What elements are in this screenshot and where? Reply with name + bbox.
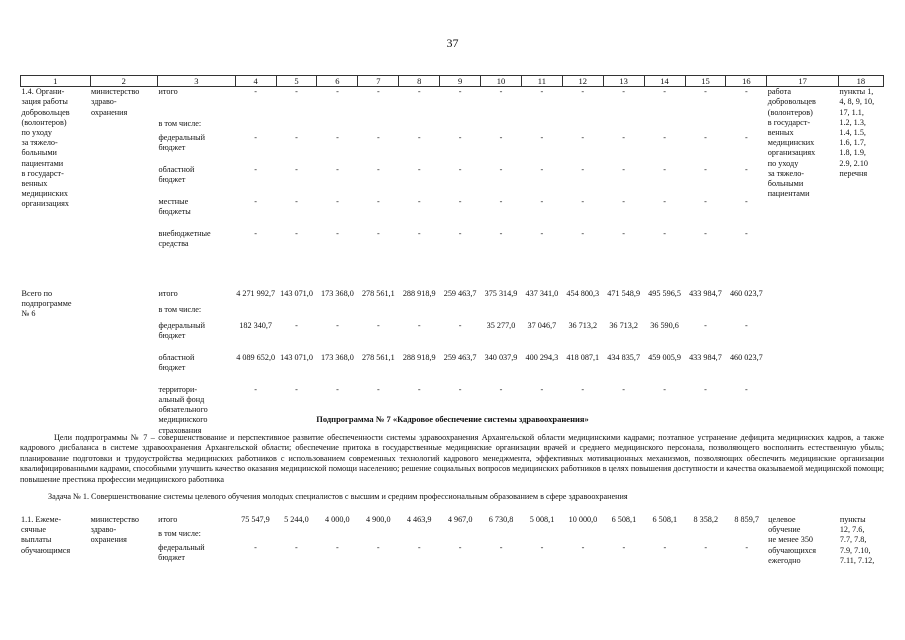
value-cell <box>440 305 481 321</box>
funding-source: местные бюджеты <box>158 196 191 216</box>
value-cell: 340 037,9 <box>484 352 518 362</box>
value-cell: - <box>581 132 585 142</box>
value-cell: - <box>458 320 462 330</box>
value-cell: - <box>622 384 626 394</box>
value-cell: - <box>335 543 339 552</box>
value-cell <box>726 305 767 321</box>
value-cell: - <box>458 384 462 394</box>
value-cell: 8 859,7 <box>734 515 759 524</box>
value-cell: 10 000,0 <box>568 515 598 524</box>
value-cell: - <box>417 384 421 394</box>
value-cell: - <box>336 196 339 206</box>
value-cell <box>235 305 276 321</box>
value-cell <box>399 529 440 543</box>
value-cell: - <box>663 164 666 174</box>
indicator-links: пункты 12, 7.6, 7.7, 7.8, 7.9, 7.10, 7.11, 7.12, <box>839 515 875 565</box>
value-cell: - <box>295 132 298 142</box>
executor: министерство здраво- охранения <box>91 87 140 117</box>
value-cell: 278 561,1 <box>361 288 395 298</box>
value-cell: - <box>336 228 339 238</box>
value-cell: 437 341,0 <box>525 288 559 298</box>
value-cell: - <box>622 196 626 206</box>
value-cell: - <box>540 87 544 97</box>
value-cell <box>399 119 440 133</box>
value-cell: 4 967,0 <box>447 515 473 524</box>
funding-source: федеральный бюджет <box>158 543 205 563</box>
header-col-14: 14 <box>644 76 685 87</box>
value-cell: 4 271 992,7 <box>236 288 276 298</box>
value-cell <box>276 529 317 543</box>
value-cell: - <box>295 196 298 206</box>
value-cell: - <box>622 228 626 238</box>
column-number-header-row <box>21 76 884 87</box>
value-cell: - <box>745 543 749 552</box>
value-cell: - <box>295 87 298 97</box>
budget-table <box>20 75 884 436</box>
header-col-2: 2 <box>90 76 157 87</box>
value-cell: - <box>417 132 421 142</box>
value-cell <box>644 119 685 133</box>
funding-source: в том числе: <box>158 304 202 314</box>
funding-source: областной бюджет <box>158 164 195 184</box>
value-cell: 259 463,7 <box>443 352 477 362</box>
value-cell: - <box>704 132 707 142</box>
value-cell: 36 713,2 <box>609 320 638 330</box>
value-cell: - <box>417 87 421 97</box>
value-cell: - <box>458 132 462 142</box>
value-cell <box>644 305 685 321</box>
value-cell: 5 244,0 <box>284 515 309 524</box>
value-cell <box>481 119 522 133</box>
value-cell <box>521 119 562 133</box>
value-cell: - <box>581 543 585 552</box>
block-organization-volunteers <box>21 87 884 261</box>
value-cell: - <box>540 384 544 394</box>
value-cell: - <box>417 320 421 330</box>
value-cell: - <box>417 543 421 552</box>
header-col-7: 7 <box>358 76 399 87</box>
value-cell <box>603 119 644 133</box>
value-cell: 35 277,0 <box>486 320 516 330</box>
value-cell: - <box>744 87 748 97</box>
value-cell: - <box>254 384 258 394</box>
value-cell: - <box>376 87 380 97</box>
value-cell: - <box>458 228 462 238</box>
value-cell: - <box>581 87 585 97</box>
value-cell: - <box>295 164 298 174</box>
value-cell <box>276 119 317 133</box>
funding-source: итого <box>158 515 178 524</box>
value-cell: 433 984,7 <box>689 352 722 362</box>
header-col-12: 12 <box>562 76 603 87</box>
value-cell: - <box>663 87 666 97</box>
value-cell: - <box>254 87 258 97</box>
value-cell: - <box>540 228 544 238</box>
value-cell: - <box>704 543 708 552</box>
value-cell <box>358 529 399 543</box>
value-cell: - <box>744 320 748 330</box>
header-col-9: 9 <box>440 76 481 87</box>
header-col-8: 8 <box>399 76 440 87</box>
value-cell <box>603 529 644 543</box>
value-cell: 459 005,9 <box>648 352 681 362</box>
value-cell <box>481 305 522 321</box>
value-cell: - <box>417 228 421 238</box>
value-cell: - <box>254 164 258 174</box>
funding-source: итого <box>158 288 178 298</box>
value-cell: - <box>540 164 544 174</box>
value-cell: - <box>376 228 380 238</box>
value-cell: - <box>254 228 258 238</box>
value-cell: - <box>663 384 666 394</box>
value-cell: - <box>417 196 421 206</box>
value-cell: 460 023,7 <box>729 352 763 362</box>
value-cell: - <box>336 87 339 97</box>
value-cell: - <box>499 228 503 238</box>
funding-source: территори- альный фонд обязательного медицинского страхования <box>158 384 208 435</box>
subprogram-goals <box>20 433 884 485</box>
value-cell: - <box>336 132 339 142</box>
value-cell: 143 071,0 <box>280 352 313 362</box>
value-cell <box>726 529 767 543</box>
value-cell: - <box>254 132 258 142</box>
value-cell: - <box>499 164 503 174</box>
header-col-17: 17 <box>767 76 839 87</box>
subprogram-title: Подпрограмма № 7 «Кадровое обеспечение системы здравоохранения» <box>316 414 589 424</box>
table-row <box>20 515 884 529</box>
measure-name: 1.1. Ежеме- сячные выплаты обучающимся <box>21 515 71 555</box>
value-cell: 471 548,9 <box>607 288 641 298</box>
value-cell: - <box>336 384 339 394</box>
value-cell: - <box>663 543 667 552</box>
value-cell <box>317 529 358 543</box>
value-cell: - <box>663 228 666 238</box>
value-cell: 400 294,3 <box>525 352 559 362</box>
value-cell: 433 984,7 <box>689 288 722 298</box>
funding-source: в том числе: <box>158 118 202 128</box>
value-cell: 4 900,0 <box>365 515 391 524</box>
value-cell: - <box>704 228 707 238</box>
value-cell: - <box>295 320 298 330</box>
value-cell: - <box>458 196 462 206</box>
value-cell: 4 089 652,0 <box>236 352 276 362</box>
header-col-10: 10 <box>481 76 522 87</box>
value-cell: - <box>540 132 544 142</box>
value-cell: - <box>581 164 585 174</box>
value-cell: - <box>744 164 748 174</box>
value-cell: - <box>663 132 666 142</box>
value-cell: - <box>417 164 421 174</box>
value-cell <box>685 305 726 321</box>
expected-result: целевое обучение не менее 350 обучающихся ежегодно <box>768 515 817 565</box>
value-cell <box>440 119 481 133</box>
value-cell: - <box>704 164 707 174</box>
funding-source: федеральный бюджет <box>158 320 206 340</box>
value-cell: - <box>581 228 585 238</box>
value-cell: - <box>458 87 462 97</box>
value-cell: - <box>254 196 258 206</box>
value-cell <box>481 529 522 543</box>
value-cell <box>603 305 644 321</box>
value-cell: - <box>376 132 380 142</box>
value-cell <box>276 305 317 321</box>
value-cell <box>562 119 603 133</box>
value-cell: 418 087,1 <box>566 352 600 362</box>
value-cell <box>235 119 276 133</box>
header-col-3: 3 <box>158 76 236 87</box>
value-cell: - <box>458 543 462 552</box>
value-cell: 6 508,1 <box>652 515 678 524</box>
value-cell <box>522 529 563 543</box>
value-cell: - <box>295 384 298 394</box>
block-monthly-payments <box>20 515 884 569</box>
value-cell <box>521 305 562 321</box>
value-cell <box>644 529 685 543</box>
header-col-13: 13 <box>603 76 644 87</box>
value-cell: - <box>376 543 380 552</box>
header-col-16: 16 <box>726 76 767 87</box>
value-cell: - <box>744 196 748 206</box>
value-cell: - <box>499 132 503 142</box>
value-cell: 36 713,2 <box>568 320 598 330</box>
value-cell <box>685 119 726 133</box>
value-cell: - <box>295 228 298 238</box>
value-cell: 8 358,2 <box>693 515 719 524</box>
monthly-payments-table <box>20 515 884 569</box>
value-cell: - <box>622 132 626 142</box>
value-cell: 259 463,7 <box>443 288 477 298</box>
value-cell: - <box>376 320 380 330</box>
header-col-11: 11 <box>521 76 562 87</box>
measure-name: 1.4. Органи- зация работы добровольцев (волонтеров) по уходу за тяжело- больными пациентами в государст- венных медицинских организациях <box>21 87 70 209</box>
value-cell <box>562 305 603 321</box>
value-cell <box>562 529 603 543</box>
funding-source: федеральный бюджет <box>158 132 206 152</box>
value-cell: - <box>376 164 380 174</box>
header-col-6: 6 <box>317 76 358 87</box>
value-cell: 495 596,5 <box>648 288 681 298</box>
value-cell: 278 561,1 <box>361 352 395 362</box>
value-cell: - <box>581 196 585 206</box>
value-cell: 173 368,0 <box>321 352 354 362</box>
header-col-1: 1 <box>21 76 91 87</box>
funding-source: областной бюджет <box>158 352 195 372</box>
executor: министерство здраво- охранения <box>90 515 139 545</box>
value-cell: 375 314,9 <box>484 288 518 298</box>
value-cell <box>440 529 481 543</box>
header-col-18: 18 <box>838 76 883 87</box>
value-cell: - <box>499 196 503 206</box>
value-cell: 5 008,1 <box>529 515 555 524</box>
funding-source: внебюджетные средства <box>158 228 211 248</box>
value-cell: 6 730,8 <box>488 515 514 524</box>
value-cell: - <box>499 87 503 97</box>
value-cell: 460 023,7 <box>729 288 763 298</box>
value-cell <box>317 305 358 321</box>
value-cell: 37 046,7 <box>527 320 557 330</box>
value-cell: - <box>336 164 339 174</box>
value-cell: - <box>254 543 257 552</box>
value-cell: 143 071,0 <box>280 288 313 298</box>
task-heading: Задача № 1. Совершенствование системы целевого обучения молодых специалистов с высшим и средним профессиональным образованием в сфере здравоохранения <box>48 492 628 501</box>
value-cell: - <box>704 320 707 330</box>
value-cell: - <box>704 384 707 394</box>
value-cell <box>358 305 399 321</box>
value-cell: - <box>622 543 626 552</box>
page-number: 37 <box>446 36 459 50</box>
value-cell <box>317 119 358 133</box>
value-cell <box>399 305 440 321</box>
value-cell: 182 340,7 <box>239 320 273 330</box>
value-cell: - <box>540 196 544 206</box>
value-cell: - <box>704 87 707 97</box>
value-cell: 4 463,9 <box>406 515 432 524</box>
value-cell: 75 547,9 <box>241 515 270 524</box>
value-cell <box>685 529 726 543</box>
header-col-4: 4 <box>235 76 276 87</box>
value-cell: - <box>663 196 666 206</box>
value-cell: 288 918,9 <box>402 352 436 362</box>
value-cell: - <box>458 164 462 174</box>
value-cell: 6 508,1 <box>611 515 637 524</box>
header-col-5: 5 <box>276 76 317 87</box>
table-row <box>21 87 884 119</box>
value-cell: 4 000,0 <box>325 515 350 524</box>
value-cell: - <box>744 384 748 394</box>
header-col-15: 15 <box>685 76 726 87</box>
value-cell: - <box>540 543 544 552</box>
value-cell: - <box>622 164 626 174</box>
value-cell: 434 835,7 <box>607 352 641 362</box>
value-cell <box>235 529 276 543</box>
subprogram-goals-text: Цели подпрограммы № 7 – совершенствование и перспективное развитие обеспеченности системы здравоохранения Архангельской области медицинскими кадрами; поэтапное устранение дефицита медицинских кадров, а также кадрового дисбаланса в системе здравоохранения Архангельской области; обеспечение притока в государственные медицинские организации врачей и среднего медицинского персонала, позволяющего восполнить естественную убыль; планирование подготовки и трудоустройства медицинских работников с использованием современных технологий кадрового менеджмента, эффективных мотивационных механизмов, позволяющих обеспечить медицинские организации квалифицированными кадрами, способными улучшить качество оказания медицинской помощи населению; решение социальных вопросов медицинских работников в целях повышения доступности и качества оказываемой медицинской помощи; повышение престижа профессии медицинского работника <box>20 433 884 484</box>
funding-source: в том числе: <box>158 529 201 538</box>
value-cell: 288 918,9 <box>402 288 436 298</box>
value-cell: - <box>499 543 503 552</box>
measure-name: Всего по подпрограмме № 6 <box>21 288 72 319</box>
value-cell: - <box>376 384 380 394</box>
value-cell: - <box>744 228 748 238</box>
expected-result: работа добровольцев (волонтеров) в государст- венных медицинских организациях по уходу за тяжело- больными пациентами <box>767 87 816 199</box>
value-cell <box>358 119 399 133</box>
table-row <box>21 289 884 305</box>
value-cell: 454 800,3 <box>566 288 600 298</box>
value-cell: - <box>704 196 707 206</box>
value-cell: - <box>622 87 626 97</box>
funding-source: итого <box>158 87 178 97</box>
value-cell: - <box>744 132 748 142</box>
value-cell: - <box>581 384 585 394</box>
value-cell: - <box>499 384 503 394</box>
indicator-links: пункты 1, 4, 8, 9, 10, 17, 1.1, 1.2, 1.3, 1.4, 1.5, 1.6, 1.7, 1.8, 1.9, 2.9, 2.10 перечня <box>839 87 875 178</box>
value-cell <box>726 119 767 133</box>
value-cell: - <box>336 320 339 330</box>
value-cell: 36 590,6 <box>650 320 679 330</box>
value-cell: 173 368,0 <box>321 288 354 298</box>
value-cell: - <box>376 196 380 206</box>
value-cell: - <box>295 543 298 552</box>
